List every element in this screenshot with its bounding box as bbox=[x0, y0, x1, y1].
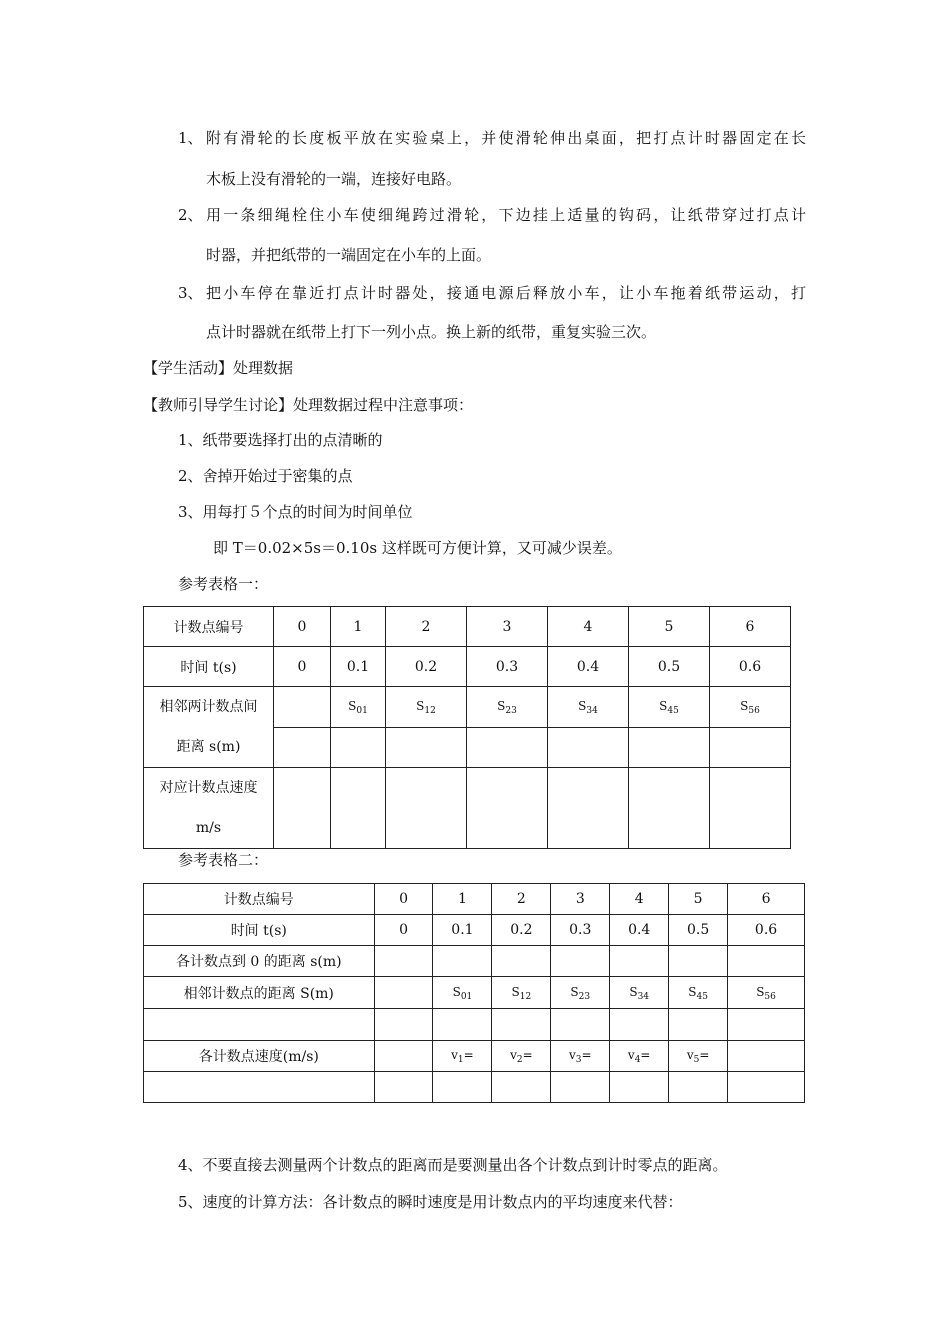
cell bbox=[551, 1072, 610, 1103]
cell bbox=[492, 1072, 551, 1103]
note-2: 2、舍掉开始过于密集的点 bbox=[178, 467, 353, 485]
vel-letter: v bbox=[510, 1048, 517, 1062]
cell: 3 bbox=[551, 884, 610, 915]
cell: 5 bbox=[669, 884, 728, 915]
note-5: 5、速度的计算方法：各计数点的瞬时速度是用计数点内的平均速度来代替： bbox=[178, 1193, 683, 1211]
vel-letter: v bbox=[627, 1048, 635, 1062]
cell: 3 bbox=[467, 607, 548, 647]
vel-sub: 4 bbox=[634, 1055, 641, 1065]
row-label-line: 相邻两计数点间 bbox=[159, 699, 258, 715]
cell: 5 bbox=[629, 607, 710, 647]
cell bbox=[374, 1009, 433, 1041]
cell bbox=[629, 768, 710, 849]
seg-letter: S bbox=[452, 984, 461, 999]
step-number: 2、 bbox=[178, 206, 203, 224]
step-text-line2: 点计时器就在纸带上打下一列小点。换上新的纸带，重复实验三次。 bbox=[206, 323, 657, 341]
cell: 0.4 bbox=[610, 915, 669, 946]
table2-row-distance bbox=[144, 946, 805, 977]
cell bbox=[610, 1041, 669, 1072]
table1-row-velocity bbox=[144, 768, 791, 849]
cell: 0.3 bbox=[467, 647, 548, 687]
table2-row-segment bbox=[144, 977, 805, 1009]
vel-suffix: = bbox=[522, 1048, 533, 1062]
step-text-line2: 时器，并把纸带的一端固定在小车的上面。 bbox=[206, 246, 492, 264]
seg-letter: S bbox=[511, 984, 520, 999]
vel-sub: 2 bbox=[516, 1055, 523, 1065]
seg-sub: 34 bbox=[586, 705, 598, 716]
table2-row-blank-2 bbox=[144, 1072, 805, 1103]
cell bbox=[551, 946, 610, 977]
cell: 0.3 bbox=[551, 915, 610, 946]
cell bbox=[433, 977, 492, 1009]
table1-row-number bbox=[144, 607, 791, 647]
seg-sub: 45 bbox=[696, 991, 708, 1002]
cell bbox=[433, 1072, 492, 1103]
cell bbox=[669, 946, 728, 977]
cell: 1 bbox=[433, 884, 492, 915]
seg-sub: 34 bbox=[637, 991, 650, 1002]
cell bbox=[433, 946, 492, 977]
cell: 0.1 bbox=[331, 647, 386, 687]
row-label-line: 距离 s(m) bbox=[176, 739, 241, 755]
cell bbox=[610, 977, 669, 1009]
cell: 0 bbox=[374, 884, 433, 915]
cell bbox=[274, 687, 331, 728]
seg-sub: 56 bbox=[748, 705, 760, 716]
cell bbox=[433, 1041, 492, 1072]
cell: 0 bbox=[274, 607, 331, 647]
seg-sub: 56 bbox=[764, 991, 776, 1002]
vel-letter: v bbox=[451, 1048, 458, 1062]
cell: 4 bbox=[610, 884, 669, 915]
vel-letter: v bbox=[686, 1048, 694, 1062]
seg-letter: S bbox=[756, 984, 765, 999]
cell bbox=[548, 768, 629, 849]
row-label bbox=[144, 687, 274, 768]
cell bbox=[551, 1041, 610, 1072]
step-number: 3、 bbox=[178, 284, 203, 302]
cell: 2 bbox=[386, 607, 467, 647]
vel-suffix: = bbox=[699, 1048, 710, 1062]
cell bbox=[274, 727, 331, 768]
cell: 6 bbox=[710, 607, 791, 647]
vel-suffix: = bbox=[463, 1048, 474, 1062]
cell bbox=[629, 687, 710, 728]
cell bbox=[710, 687, 791, 728]
activity-heading: 【学生活动】处理数据 bbox=[143, 359, 294, 377]
cell bbox=[548, 687, 629, 728]
cell bbox=[386, 768, 467, 849]
vel-suffix: = bbox=[581, 1048, 592, 1062]
cell: 0 bbox=[374, 915, 433, 946]
cell: 0.4 bbox=[548, 647, 629, 687]
seg-letter: S bbox=[740, 698, 749, 713]
row-label: 时间 t(s) bbox=[144, 915, 375, 946]
table1-row-time bbox=[144, 647, 791, 687]
step-text-line1: 用一条细绳栓住小车使细绳跨过滑轮，下边挂上适量的钩码，让纸带穿过打点计 bbox=[206, 206, 806, 224]
row-label: 计数点编号 bbox=[144, 607, 274, 647]
cell bbox=[551, 977, 610, 1009]
cell bbox=[610, 1009, 669, 1041]
seg-letter: S bbox=[659, 698, 668, 713]
table2-row-time bbox=[144, 915, 805, 946]
cell bbox=[467, 768, 548, 849]
row-label: 计数点编号 bbox=[144, 884, 375, 915]
row-label-line: 对应计数点速度 bbox=[159, 780, 258, 796]
reference-table-2 bbox=[143, 883, 805, 1103]
cell bbox=[386, 727, 467, 768]
note-1: 1、纸带要选择打出的点清晰的 bbox=[178, 431, 383, 449]
table2-row-number bbox=[144, 884, 805, 915]
cell bbox=[374, 1041, 433, 1072]
row-label bbox=[144, 768, 274, 849]
seg-letter: S bbox=[348, 698, 357, 713]
cell bbox=[331, 687, 386, 728]
table2-caption: 参考表格二： bbox=[178, 851, 269, 869]
note-3: 3、用每打５个点的时间为时间单位 bbox=[178, 503, 413, 521]
cell bbox=[551, 1009, 610, 1041]
cell bbox=[274, 768, 331, 849]
cell bbox=[386, 687, 467, 728]
seg-sub: 12 bbox=[519, 991, 532, 1002]
cell: 0.5 bbox=[669, 915, 728, 946]
cell bbox=[467, 687, 548, 728]
seg-sub: 45 bbox=[667, 705, 679, 716]
seg-sub: 23 bbox=[578, 991, 591, 1002]
cell bbox=[610, 946, 669, 977]
seg-sub: 01 bbox=[356, 705, 368, 716]
step-text-line1: 附有滑轮的长度板平放在实验桌上，并使滑轮伸出桌面，把打点计时器固定在长 bbox=[206, 129, 806, 147]
cell: 6 bbox=[728, 884, 805, 915]
seg-letter: S bbox=[570, 984, 579, 999]
cell bbox=[374, 946, 433, 977]
cell bbox=[548, 727, 629, 768]
note-4: 4、不要直接去测量两个计数点的距离而是要测量出各个计数点到计时零点的距离。 bbox=[178, 1156, 728, 1174]
cell bbox=[669, 977, 728, 1009]
cell bbox=[492, 1009, 551, 1041]
cell bbox=[610, 1072, 669, 1103]
cell: 1 bbox=[331, 607, 386, 647]
cell bbox=[669, 1009, 728, 1041]
cell bbox=[492, 1041, 551, 1072]
cell bbox=[728, 1009, 805, 1041]
step-number: 1、 bbox=[178, 129, 203, 147]
vel-sub: 1 bbox=[457, 1055, 464, 1065]
row-label: 各计数点到 0 的距离 s(m) bbox=[144, 946, 375, 977]
seg-letter: S bbox=[688, 984, 697, 999]
cell bbox=[331, 727, 386, 768]
cell: 0.6 bbox=[728, 915, 805, 946]
cell bbox=[433, 1009, 492, 1041]
cell bbox=[710, 768, 791, 849]
seg-sub: 12 bbox=[424, 705, 436, 716]
cell: 0 bbox=[274, 647, 331, 687]
vel-letter: v bbox=[568, 1048, 576, 1062]
cell bbox=[728, 1072, 805, 1103]
cell: 0.2 bbox=[386, 647, 467, 687]
row-label: 各计数点速度(m/s) bbox=[144, 1041, 375, 1072]
row-label-line: m/s bbox=[195, 820, 222, 836]
formula: 即 T＝0.02×5s＝0.10s 这样既可方便计算，又可减少误差。 bbox=[213, 539, 622, 557]
reference-table-1 bbox=[143, 606, 791, 849]
cell bbox=[710, 727, 791, 768]
cell bbox=[669, 1072, 728, 1103]
cell: 2 bbox=[492, 884, 551, 915]
cell bbox=[728, 977, 805, 1009]
cell: 0.1 bbox=[433, 915, 492, 946]
step-text-line1: 把小车停在靠近打点计时器处，接通电源后释放小车，让小车拖着纸带运动，打 bbox=[206, 284, 806, 302]
cell bbox=[728, 946, 805, 977]
cell: 0.6 bbox=[710, 647, 791, 687]
cell: 4 bbox=[548, 607, 629, 647]
seg-sub: 01 bbox=[460, 991, 473, 1002]
cell bbox=[144, 1009, 375, 1041]
seg-letter: S bbox=[416, 698, 425, 713]
vel-suffix: = bbox=[640, 1048, 651, 1062]
discussion-heading: 【教师引导学生讨论】处理数据过程中注意事项： bbox=[143, 396, 474, 414]
cell bbox=[669, 1041, 728, 1072]
cell bbox=[374, 1072, 433, 1103]
cell bbox=[467, 727, 548, 768]
table2-row-blank-1 bbox=[144, 1009, 805, 1041]
cell bbox=[492, 946, 551, 977]
cell bbox=[374, 977, 433, 1009]
seg-letter: S bbox=[578, 698, 587, 713]
table1-row-segment bbox=[144, 687, 791, 728]
seg-sub: 23 bbox=[505, 705, 517, 716]
seg-letter: S bbox=[497, 698, 506, 713]
cell bbox=[144, 1072, 375, 1103]
cell: 0.5 bbox=[629, 647, 710, 687]
cell bbox=[728, 1041, 805, 1072]
table2-row-velocity bbox=[144, 1041, 805, 1072]
cell bbox=[492, 977, 551, 1009]
row-label: 相邻计数点的距离 S(m) bbox=[144, 977, 375, 1009]
cell bbox=[331, 768, 386, 849]
cell: 0.2 bbox=[492, 915, 551, 946]
step-text-line2: 木板上没有滑轮的一端，连接好电路。 bbox=[206, 170, 462, 188]
vel-sub: 5 bbox=[693, 1055, 700, 1065]
cell bbox=[629, 727, 710, 768]
vel-sub: 3 bbox=[575, 1055, 582, 1065]
row-label: 时间 t(s) bbox=[144, 647, 274, 687]
seg-letter: S bbox=[629, 984, 638, 999]
table1-caption: 参考表格一： bbox=[178, 575, 269, 593]
